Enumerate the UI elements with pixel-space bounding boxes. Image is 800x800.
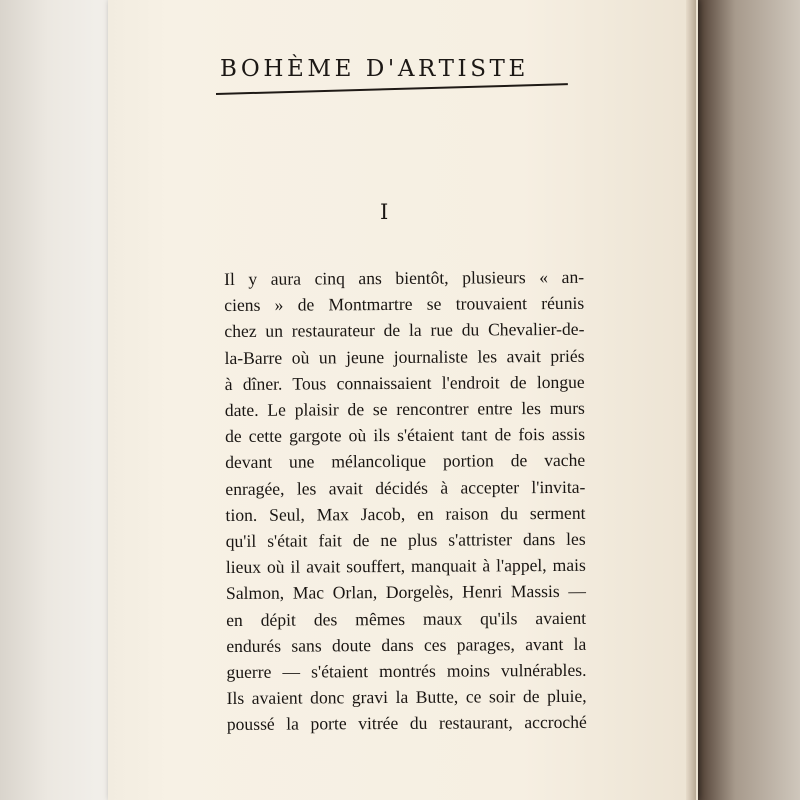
text-line: Il y aura cinq ans bientôt, plusieurs « an- [224,266,585,289]
page-edge [686,0,696,800]
text-line: à dîner. Tous connaissaient l'endroit de longue [224,371,585,394]
text-line: de cette gargote où ils s'étaient tant de fois assis [224,424,586,447]
text-line: Salmon, Mac Orlan, Dorgelès, Henri Massis — [225,581,587,604]
running-title: BOHÈME D'ARTISTE [220,56,529,82]
text-line: qu'il s'était fait de ne plus s'attrister dans les [225,528,586,552]
text-line: en dépit des mêmes maux qu'ils avaient [226,607,587,630]
chapter-number: I [380,200,389,224]
text-line: enragée, les avait décidés à accepter l'invita- [225,476,586,499]
text-line: lieux où il avait souffert, manquait à l'appel, mais [225,555,586,578]
text-line: Ils avaient donc gravi la Butte, ce soir de pluie, [226,686,587,709]
background-shadow [692,0,800,800]
text-line: chez un restaurateur de la rue du Chevalier-de- [224,319,585,342]
text-line: guerre — s'étaient montrés moins vulnérables. [226,659,587,683]
text-line: devant une mélancolique portion de vache [225,450,586,473]
text-line: la-Barre où un jeune journaliste les avait priés [224,345,585,368]
text-line: endurés sans doute dans ces parages, avant la [226,633,587,656]
body-paragraph [224,264,587,738]
text-line: date. Le plaisir de se rencontrer entre les murs [224,397,585,421]
text-line: ciens » de Montmartre se trouvaient réunis [224,293,585,316]
text-line: poussé la porte vitrée du restaurant, accroché [226,712,587,735]
text-line: tion. Seul, Max Jacob, en raison du serment [225,502,586,525]
